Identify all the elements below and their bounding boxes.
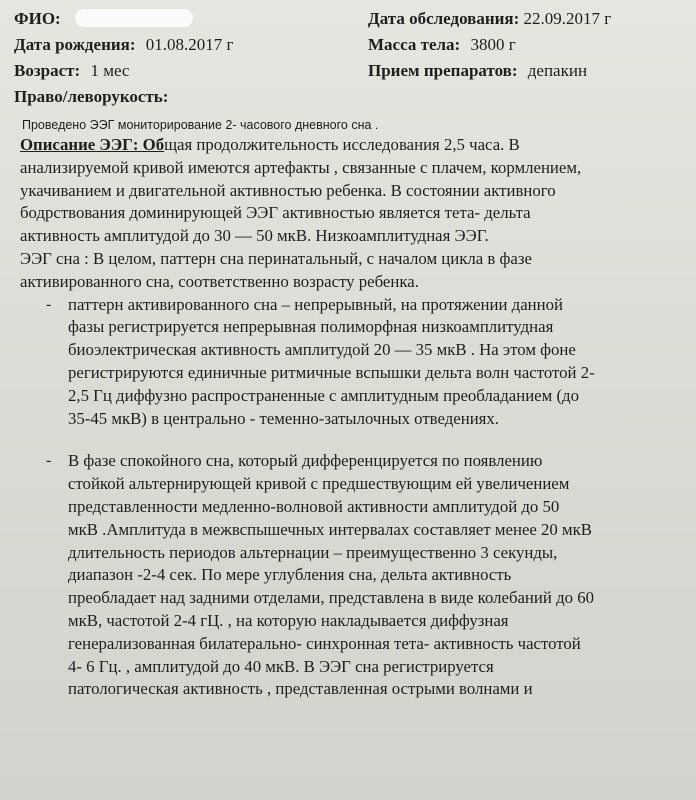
bullet-line: В фазе спокойного сна, который дифференцируется по появлению (68, 451, 543, 471)
exam-date-value: 22.09.2017 г (523, 9, 612, 28)
bullet-line: мкВ, частотой 2-4 гЦ. , на которую накладывается диффузная (68, 610, 509, 630)
body-mass-value: 3800 г (470, 35, 516, 54)
birth-date-value: 01.08.2017 г (145, 35, 234, 54)
drugs-value: депакин (527, 61, 588, 80)
bullet-line: фазы регистрируется непрерывная полиморфная низкоамплитудная (68, 317, 554, 337)
bullet-active-sleep (20, 294, 696, 431)
bullet-line: 4- 6 Гц. , амплитудой до 40 мкВ. В ЭЭГ сна регистрируется (68, 656, 494, 676)
monitoring-note: Проведено ЭЭГ мониторирование 2- часового дневного сна . (22, 118, 379, 132)
bullet-line: представленности медленно-волновой активности амплитудой до 50 (68, 496, 560, 516)
bullet-dash: - (46, 452, 52, 470)
report-body (20, 134, 696, 701)
birth-date-label: Дата рождения: (14, 35, 136, 54)
redacted-name (75, 9, 193, 27)
bullet-line: преобладает над задними отделами, представлена в виде колебаний до 60 (68, 588, 594, 608)
description-line: ЭЭГ сна : В целом, паттерн сна перинатальный, с началом цикла в фазе (20, 248, 532, 268)
description-heading: Описание ЭЭГ: Об (20, 135, 165, 154)
bullet-line: длительность периодов альтернации – преимущественно 3 секунды, (68, 542, 558, 562)
drugs-label: Прием препаратов: (368, 61, 518, 80)
exam-date-label: Дата обследования: (368, 9, 520, 28)
bullet-line: регистрируются единичные ритмичные вспышки дельта волн частотой 2- (68, 362, 595, 382)
description-line: укачиванием и двигательной активностью ребенка. В состоянии активного (20, 180, 556, 200)
bullet-line: мкВ .Амплитуда в межвспышечных интервалах составляет менее 20 мкВ (68, 519, 592, 539)
bullet-quiet-sleep (20, 450, 696, 701)
bullet-line: стойкой альтернирующей кривой с предшествующим ей увеличением (68, 474, 570, 494)
description-line: анализируемой кривой имеются артефакты , связанные с плачем, кормлением, (20, 157, 582, 177)
bullet-line: генерализованная билатерально- синхронная тета- активность частотой (68, 633, 581, 653)
bullet-dash: - (46, 295, 52, 313)
bullet-line: диапазон -2-4 сек. По мере углубления сна, дельта активность (68, 565, 512, 585)
description-line: активность амплитудой до 30 — 50 мкВ. Низкоамплитудная ЭЭГ. (20, 226, 489, 246)
body-mass-label: Масса тела: (368, 35, 461, 54)
age-value: 1 мес (90, 61, 130, 80)
bullet-line: биоэлектрическая активность амплитудой 20 — 35 мкВ . На этом фоне (68, 340, 576, 360)
description-line: бодрствования доминирующей ЭЭГ активностью является тета- дельта (20, 203, 531, 223)
bullet-line: патологическая активность , представленная острыми волнами и (68, 679, 533, 699)
bullet-line: 35-45 мкВ) в центрально - теменно-затылочных отведениях. (68, 408, 499, 428)
age-label: Возраст: (14, 61, 81, 80)
description-line-1: Описание ЭЭГ: Общая продолжительность исследования 2,5 часа. В (20, 135, 520, 154)
patient-header (14, 6, 686, 110)
fio-label: ФИО: (14, 9, 61, 28)
description-line: активированного сна, соответственно возрасту ребенка. (20, 271, 419, 291)
bullet-line: паттерн активированного сна – непрерывный, на протяжении данной (68, 294, 564, 314)
bullet-line: 2,5 Гц диффузно распространенные с амплитудным преобладанием (до (68, 385, 579, 405)
handedness-label: Право/леворукость: (14, 87, 169, 106)
